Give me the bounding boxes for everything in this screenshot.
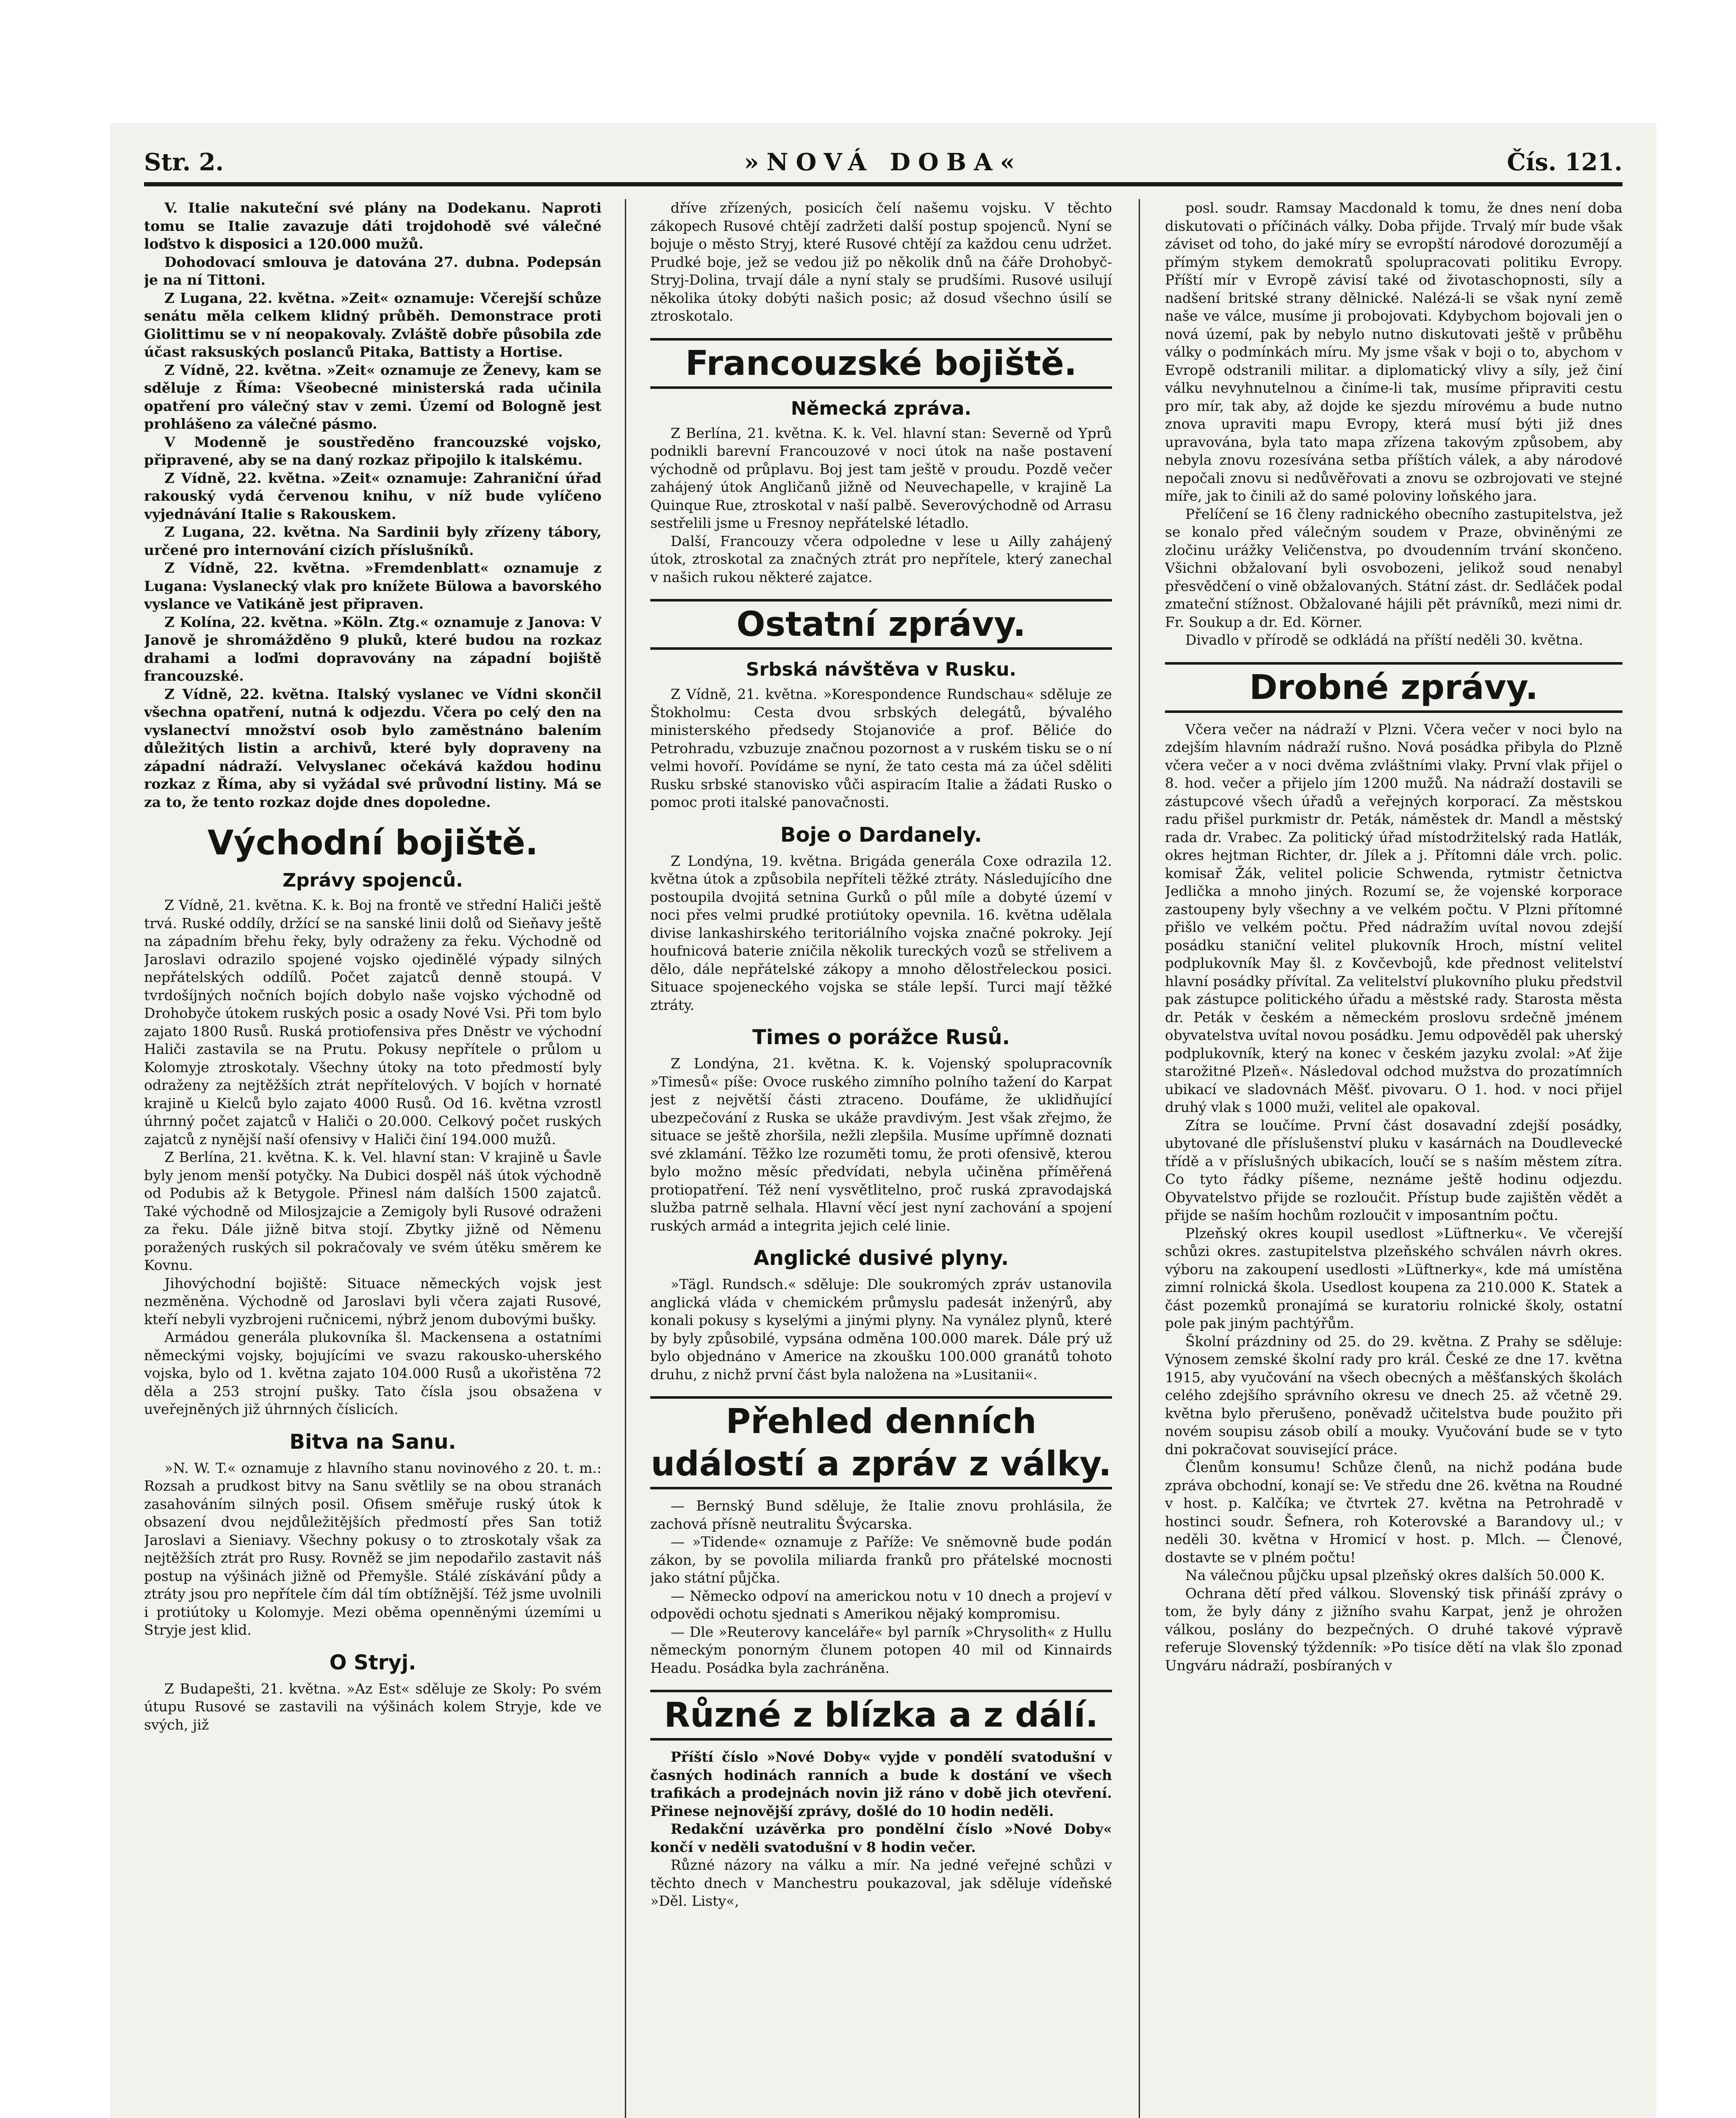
article-paragraph: Na válečnou půjčku upsal plzeňský okres dalších 50.000 K. — [1185, 1567, 1605, 1583]
section-heading: Boje o Dardanely. — [780, 823, 982, 847]
article-paragraph: V. Italie nakuteční své plány na Dodekanu. Naproti tomu se Italie zavazuje dáti trojdohodě své válečné loďstvo k disposici a 120.000 mužů. — [144, 200, 602, 252]
article-paragraph: Školní prázdniny od 25. do 29. května. Z Prahy se sděluje: Výnosem zemské školní rady pro král. České ze dne 17. května 1915, aby vyučování na všech obecných a měšťanských školách celého zdejšího správního okresu ve dnech 25. až včetně 29. května bylo přerušeno, poněvadž učitelstva bude použito při novém soupisu zásob obilí a mouky. Vyučování bude se v tyto dni pokračovat související práce. — [1165, 1333, 1622, 1458]
article-paragraph: Různé názory na válku a mír. Na jedné veřejné schůzi v těchto dnech v Manchestru poukazoval, jak sděluje vídeňské »Děl. Listy«, — [650, 1857, 1112, 1909]
article-paragraph: Plzeňský okres koupil usedlost »Lüftnerku«. Ve včerejší schůzi okres. zastupitelstva plzeňského schválen návrh okres. výboru na zakoupení usedlosti »Lüftnerky«, kde má umístěna zimní rolnická škola. Usedlost koupena za 210.000 K. Statek a část pozemků pronajímá se kuratoriu rolnické školy, ostatní pole pak jiným pachtýřům. — [1165, 1225, 1622, 1331]
article-paragraph: dříve zřízených, posicích čelí našemu vojsku. V těchto zákopech Rusové chtějí zadržeti další postup spojenců. Nyní se bojuje o město Stryj, které Rusové chtějí za každou cenu udržet. Prudké boje, jež se vedou již po několik dnů na čáře Drohobyč-Stryj-Dolina, trvají dále a nyní staly se prudšími. Rusové usilují několika útoky dobýti našich posic; až dosud všechno úsilí se ztroskotalo. — [650, 200, 1112, 324]
section-heading: Východní bojiště. — [207, 823, 538, 862]
section-heading: Anglické dusivé plyny. — [753, 1246, 1009, 1270]
section-heading: Ostatní zprávy. — [650, 599, 1112, 650]
article-paragraph: Z Londýna, 21. května. K. k. Vojenský spolupracovník »Timesů« píše: Ovoce ruského zimního polního tažení do Karpat jest z největší části ztraceno. Doufáme, že uklidňující ubezpečování z Ruska se ukáže pravdivým. Jest však zřejmo, že situace se ještě zhoršila, nežli zlepšila. Musíme upřímně doznati své zklamání. Těžko lze rozuměti tomu, že proti ofensivě, kterou bylo možno měsíc předvídati, nebyla učiněna příměřená protiopatření. Též není vysvětlitelno, proč ruská zpravodajská služba patrně selhala. Hlavní věcí jest nyní zachování a spojení ruských armád a integrita jejich celé linie. — [650, 1055, 1112, 1234]
article-paragraph: Včera večer na nádraží v Plzni. Včera večer v noci bylo na zdejším hlavním nádraží rušno. Nová posádka přibyla do Plzně včera večer a v noci dvěma zvláštními vlaky. První vlak přijel o 8. hod. večer a přijelo jím 1200 mužů. Na nádraží dostavili se zástupcové všech úřadů a veřejných korporací. Za městskou radu přišel purkmistr dr. Peták, náměstek dr. Mandl a městský rada dr. Vrabec. Za politický úřad místodržitelský rada Hatlák, okres hejtman Richter, dr. Jílek a j. Přítomni dále vrch. polic. komisař Žák, velitel policie Schwenda, rytmistr četnictva Jedlička a mnoho jiných. Rozumí se, že vojenské korporace zastoupeny byly všechny a ve velkém počtu. V Plzni přítomné přišlo ve velkém počtu. Před nádražím uvítal novou zdejší posádku staniční velitel plukovník Hroch, místní velitel podplukovník May šl. z Kovčevbojů, kde přednost velitelství hlavní posádky přívítal. Za velitelství plukovního pluku předstvil pak zástupce politického úřadu a městské rady. Starosta města dr. Peták v českém a německém proslovu srdečně jménem obyvatelstva uvítal novou posádku. Jemu odpověděl pak uherský podplukovník, který na konec v českém jazyku zvolal: »Ať žije starožitné Plzeň«. Následoval odchod mužstva do prozatímních ubikací ve sladovnách Měšť. pivovaru. O 1. hod. v noci přijel druhý vlak s 1000 muži, velitel ale opakoval. — [1165, 721, 1622, 1115]
article-paragraph: Z Londýna, 19. května. Brigáda generála Coxe odrazila 12. května útok a způsobila nepříteli těžké ztráty. Následujícího dne postoupila dvojitá setnina Gurků o půl míle a dobyté území v noci přes velmi prudké protiútoky opevnila. 16. května udělala divise lankashirského teritoriálního vojska značné pokroky. Její houfnicová baterie zničila několik tureckých vozů se střelivem a dělo, dále nepřátelské zákopy a mnoho dělostřeleckou posici. Situace spojeneckého vojska se stále lepší. Turci mají těžké ztráty. — [650, 852, 1112, 1013]
article-paragraph: Z Berlína, 21. května. K. k. Vel. hlavní stan: Severně od Yprů podnikli barevní Francouzové v noci útok na naše postavení východně od průplavu. Boj jest tam ještě v proudu. Pozdě večer zahájený útok Angličanů jižně od Neuvechapelle, v krajině La Quinque Rue, ztroskotal v naší palbě. Severovýchodně od Arrasu sestřelili jsme u Fresnoy nepřátelské létadlo. — [650, 424, 1112, 531]
article-paragraph: Z Lugana, 22. května. »Zeit« oznamuje: Včerejší schůze senátu měla celkem klidný průběh. Demonstrace proti Giolittimu se v ní neopakovaly. Zvláště dobře působila zde účast raksuských poslanců Pitaka, Battisty a Hortise. — [144, 289, 602, 360]
article-paragraph: Jihovýchodní bojiště: Situace německých vojsk jest nezměněna. Východně od Jaroslavi byli včera zajati Rusové, kteří nebyli vyzbrojeni ručnicemi, nýbrž jenom dubovými bušky. — [144, 1275, 602, 1328]
article-paragraph: Z Budapešti, 21. května. »Az Est« sděluje ze Skoly: Po svém útupu Rusové se zastavili na výšinách kolem Stryje, kde ve svých, již — [144, 1680, 602, 1733]
article-paragraph: Z Lugana, 22. května. Na Sardinii byly zřízeny tábory, určené pro internování cizích příslušníků. — [144, 524, 602, 558]
article-paragraph: posl. soudr. Ramsay Macdonald k tomu, že dnes není doba diskutovati o příčinách války. Doba přijde. Trvalý mír bude však záviset od toho, do jaké míry se evropští národové dorozumějí a přímým stykem demokratů spolupracovati politiku Evropy. Příští mír v Evropě závisí také od životaschopnosti, síly a nadšení britské strany dělnické. Nalézá-li se však nyní země naše ve válce, musíme ji probojovati. Kdybychom bojovali jen o nová území, pak by nebylo nutno diskutovati ještě v průběhu války o podmínkách míru. My jsme však v boji o to, abychom v Evropě odstranili militar. a diplomatický vlivy a síly, jež činí válku nevyhnutelnou a činíme-li tak, musíme připraviti cestu pro mír, tak aby, až dojde ke sjezdu mírovému a bude nutno znova upraviti mapu Evropy, která musí býti již dnes upravována, byla tato mapa zřízena takovým způsobem, aby nebyla znovu rozesívána setba příštích válek, a aby národové nepočali znovu si nedůvěřovati a znovu se ozbrojovati ve stejné míře, jak to činili až do samé poloviny loňského jara. — [1165, 200, 1622, 504]
article-paragraph: Z Kolína, 22. května. »Köln. Ztg.« oznamuje z Janova: V Janově je shromážděno 9 pluků, které budou na rozkaz drahami a loďmi dopravovány na západní bojiště francouzské. — [144, 613, 602, 684]
article-paragraph: — Dle »Reuterovy kanceláře« byl parník »Chrysolith« z Hullu německým ponorným člunem potopen 40 mil od Kinnairds Headu. Posádka byla zachráněna. — [650, 1623, 1112, 1676]
article-paragraph: Z Vídně, 22. května. »Zeit« oznamuje ze Ženevy, kam se sděluje z Říma: Všeobecné ministerská rada učinila opatření pro válečný stav v zemi. Území od Bologně jest prohlášeno za válečné pásmo. — [144, 361, 602, 432]
section-heading: Různé z blízka a z dálí. — [650, 1690, 1112, 1741]
article-paragraph: Redakční uzávěrka pro pondělní číslo »Nové Doby« končí v neděli svatodušní v 8 hodin večer. — [650, 1821, 1112, 1855]
page-number: Str. 2. — [144, 148, 224, 176]
column-divider — [1139, 199, 1140, 2118]
newspaper-page — [110, 123, 1656, 2118]
article-paragraph: Členům konsumu! Schůze členů, na nichž podána bude zpráva obchodní, konají se: Ve středu dne 26. května na Roudné v host. p. Kalčíka; ve čtvrtek 27. května na Petrohradě v hostinci soudr. Šefnera, roh Koterovské a Barandovy ul.; v neděli 30. května v Hromicí v host. p. Mlch. — Členové, dostavte se v plném počtu! — [1165, 1459, 1622, 1566]
article-paragraph: Z Berlína, 21. května. K. k. Vel. hlavní stan: V krajině u Šavle byly jenom menší potyčky. Na Dubici dospěl náš útok východně od Podubis až k Betygole. Přinesl nám dalších 1500 zajatců. Také východně od Milosjzajcie a Zemigoly byli Rusové odraženi za řeku. Dále jižně bitva stojí. Zbytky jižně od Němenu poražených ruských sil pokračovaly ve svém útěku směrem ke Kovnu. — [144, 1149, 602, 1273]
section-heading: Německá zpráva. — [790, 397, 972, 419]
article-paragraph: »Tägl. Rundsch.« sděluje: Dle soukromých zpráv ustanovila anglická vláda v chemickém průmyslu padesát inženýrů, aby konali pokusy s kyselými a jinými plyny. Na vynález plynů, které by byly způsobilé, vypsána odměna 100.000 marek. Dále prý už bylo objednáno v Americe na zkoušku 100.000 granátů tohoto druhu, z nichž první část byla naložena na »Lusitanii«. — [650, 1276, 1112, 1383]
section-heading: Přehled denních událostí a zpráv z války. — [650, 1396, 1112, 1489]
article-paragraph: Z Vídně, 22. května. Italský vyslanec ve Vídni skončil všechna opatření, nutná k odjezdu. Včera po celý den na vyslanectví množství osob bylo zaměstnáno balením důležitých listin a archivů, které byly dopraveny na západní nádraží. Velvyslanec očekává každou hodinu rozkaz z Říma, aby si vyžádal své průvodní listiny. Má se za to, že tento rozkaz dojde dnes dopoledne. — [144, 685, 602, 810]
article-paragraph: Z Vídně, 22. května. »Zeit« oznamuje: Zahraniční úřad rakouský vydá červenou knihu, v níž bude vylíčeno vyjednávání Italie s Rakouskem. — [144, 469, 602, 522]
article-paragraph: — Německo odpoví na americkou notu v 10 dnech a projeví v odpovědi ochotu sjednati s Amerikou nějaký kompromisu. — [650, 1587, 1112, 1622]
article-paragraph: Zítra se loučíme. První část dosavadní zdejší posádky, ubytované dle příslušenství pluku v kasárnách na Doudlevecké třídě a v příslušných ubikacích, loučí se s naším městem zítra. Co tyto řádky píšeme, neznáme ještě hodinu odjezdu. Obyvatelstvo přijde se rozloučit. Přístup bude zajištěn vědět a přijde se naším hochům rozloučit v imposantním počtu. — [1165, 1117, 1622, 1223]
column-divider — [625, 199, 626, 2118]
article-paragraph: Z Vídně, 21. května. »Korespondence Rundschau« sděluje ze Štokholmu: Cesta dvou srbských delegátů, bývalého ministerského předsedy Stojanoviće a prof. Běliće do Petrohradu, vzbuzuje značnou pozornost a v ruském tisku se o ní velmi hovoří. Povídáme se nyní, že tato cesta má za účel sděliti Rusku srbské stanovisko vůči aspiracím Italie a žádati Rusko o pomoc proti italské panovačnosti. — [650, 686, 1112, 810]
article-paragraph: V Modenně je soustředěno francouzské vojsko, připravené, aby se na daný rozkaz připojilo k italskému. — [144, 433, 602, 468]
column-2 — [650, 199, 1112, 2118]
article-paragraph: »N. W. T.« oznamuje z hlavního stanu novinového z 20. t. m.: Rozsah a prudkost bitvy na Sanu světlily se na obou stranách zasahováním silných posil. Ofisem směřuje ruský útok k obsazení dvou nejdůležitějších předmostí přes San totiž Jaroslavi a Sieniavy. Všechny pokusy o to ztroskotaly však za nejtěžších ztrát pro Rusy. Rovněž se jim nepodařilo zastavit náš postup na výšinách jižně od Přemyšle. Stálé získávání půdy a ztráty jsou pro nepřítele čím dál tím obtížnější. Též jsme uvolnili i protiútoky u Kolomyje. Mezi oběma openněnými územími u Stryje jest klid. — [144, 1459, 602, 1638]
section-heading: Drobné zprávy. — [1165, 662, 1622, 713]
issue-number: Čís. 121. — [1507, 148, 1622, 176]
article-paragraph: Z Vídně, 22. května. »Fremdenblatt« oznamuje z Lugana: Vyslanecký vlak pro knížete Bülowa a bavorského vyslance ve Vatikáně jest připraven. — [144, 560, 602, 612]
masthead-title: »NOVÁ DOBA« — [744, 148, 1023, 176]
article-paragraph: Armádou generála plukovníka šl. Mackensena a ostatními německými vojsky, bojujícími ve svazu rakousko-uherského vojska, bylo od 1. května zajato 104.000 Rusů a ukořistěna 72 děla a 253 strojní pušky. Tato čísla jsou obsažena v uveřejněných již úhrnných číslicích. — [144, 1329, 602, 1417]
article-paragraph: Příští číslo »Nové Doby« vyjde v pondělí svatodušní v časných hodinách ranních a bude k dostání ve všech trafikách a prodejnách novin již ráno v době jich otevření. Přinese nejnovější zprávy, došlé do 10 hodin neděli. — [650, 1749, 1112, 1819]
article-paragraph: Další, Francouzy včera odpoledne v lese u Ailly zahájený útok, ztroskotal za značných ztrát pro nepřítele, který zanechal v našich rukou některé zajatce. — [650, 532, 1112, 585]
page-header — [144, 144, 1622, 186]
article-paragraph: Z Vídně, 21. května. K. k. Boj na frontě ve střední Haliči ještě trvá. Ruské oddíly, držící se na sanské linii dolů od Sieňavy ještě na západním břehu řeky, byly odraženy za řeku. Východně od Jaroslavi odrazilo spojené vojsko ojedinělé výpady silných nepřátelských oddílů. Počet zajatců denně stoupá. V tvrdošíjných nočních bojích dobylo naše vojsko východně od Drohobyče útokem ruských posic a osady Nové Vsi. Při tom bylo zajato 1800 Rusů. Ruská protiofensiva přes Dněstr ve východní Haliči zastavila se na Prutu. Pokusy nepřítele o průlom u Kolomyje ztroskotaly. Všechny útoky na toto předmostí byly odraženy za nejtěžších ztrát nepřítelových. V bojích v hornaté krajině u Kielců bylo zajato 4000 Rusů. Od 16. května vzrostl úhrnný počet zajatců v Haliči o 20.000. Celkový počet ruských zajatců z nynější naší ofensivy v Haliči činí 194.000 mužů. — [144, 897, 602, 1148]
article-paragraph: Divadlo v přírodě se odkládá na příští neděli 30. května. — [1185, 632, 1583, 648]
article-paragraph: Ochrana dětí před válkou. Slovenský tisk přináší zprávy o tom, že byly dány z jižního svahu Karpat, jenž je ohrožen válkou, poslány do bezpečných. O druhé takové výpravě referuje Slovenský týždenník: »Po tisíce dětí na vlak šlo zponad Ungváru nádraží, posbíraných v — [1165, 1585, 1622, 1674]
article-paragraph: — »Tidende« oznamuje z Paříže: Ve sněmovně bude podán zákon, by se povolila miliarda franků pro přátelské mocnosti jako státní půjčka. — [650, 1533, 1112, 1586]
section-heading: Francouzské bojiště. — [650, 338, 1112, 389]
section-heading: Times o porážce Rusů. — [752, 1026, 1010, 1049]
article-paragraph: Dohodovací smlouva je datována 27. dubna. Podepsán je na ní Tittoni. — [144, 253, 602, 288]
article-paragraph: — Bernský Bund sděluje, že Italie znovu prohlásila, že zachová přísně neutralitu Švýcarska. — [650, 1497, 1112, 1532]
article-paragraph: Přelíčení se 16 členy radnického obecního zastupitelstva, jež se konalo před válečným soudem v Praze, obviněnými ze zločinu urážky Veličenstva, po dvoudenním trvání skončeno. Všichni obžalovaní byli osvobozeni, jelikož soud nenabyl přesvědčení o vině obžalovaných. Státní zást. dr. Sedláček podal zmateční stížnost. Obžalované hájili pět právníků, mezi nimi dr. Fr. Soukup a dr. Ed. Körner. — [1165, 505, 1622, 630]
column-3 — [1165, 199, 1622, 2118]
section-heading: O Stryj. — [329, 1650, 416, 1674]
column-1 — [144, 199, 602, 2118]
section-heading: Zprávy spojenců. — [283, 870, 463, 891]
section-heading: Bitva na Sanu. — [289, 1430, 456, 1454]
section-heading: Srbská návštěva v Rusku. — [746, 659, 1017, 680]
